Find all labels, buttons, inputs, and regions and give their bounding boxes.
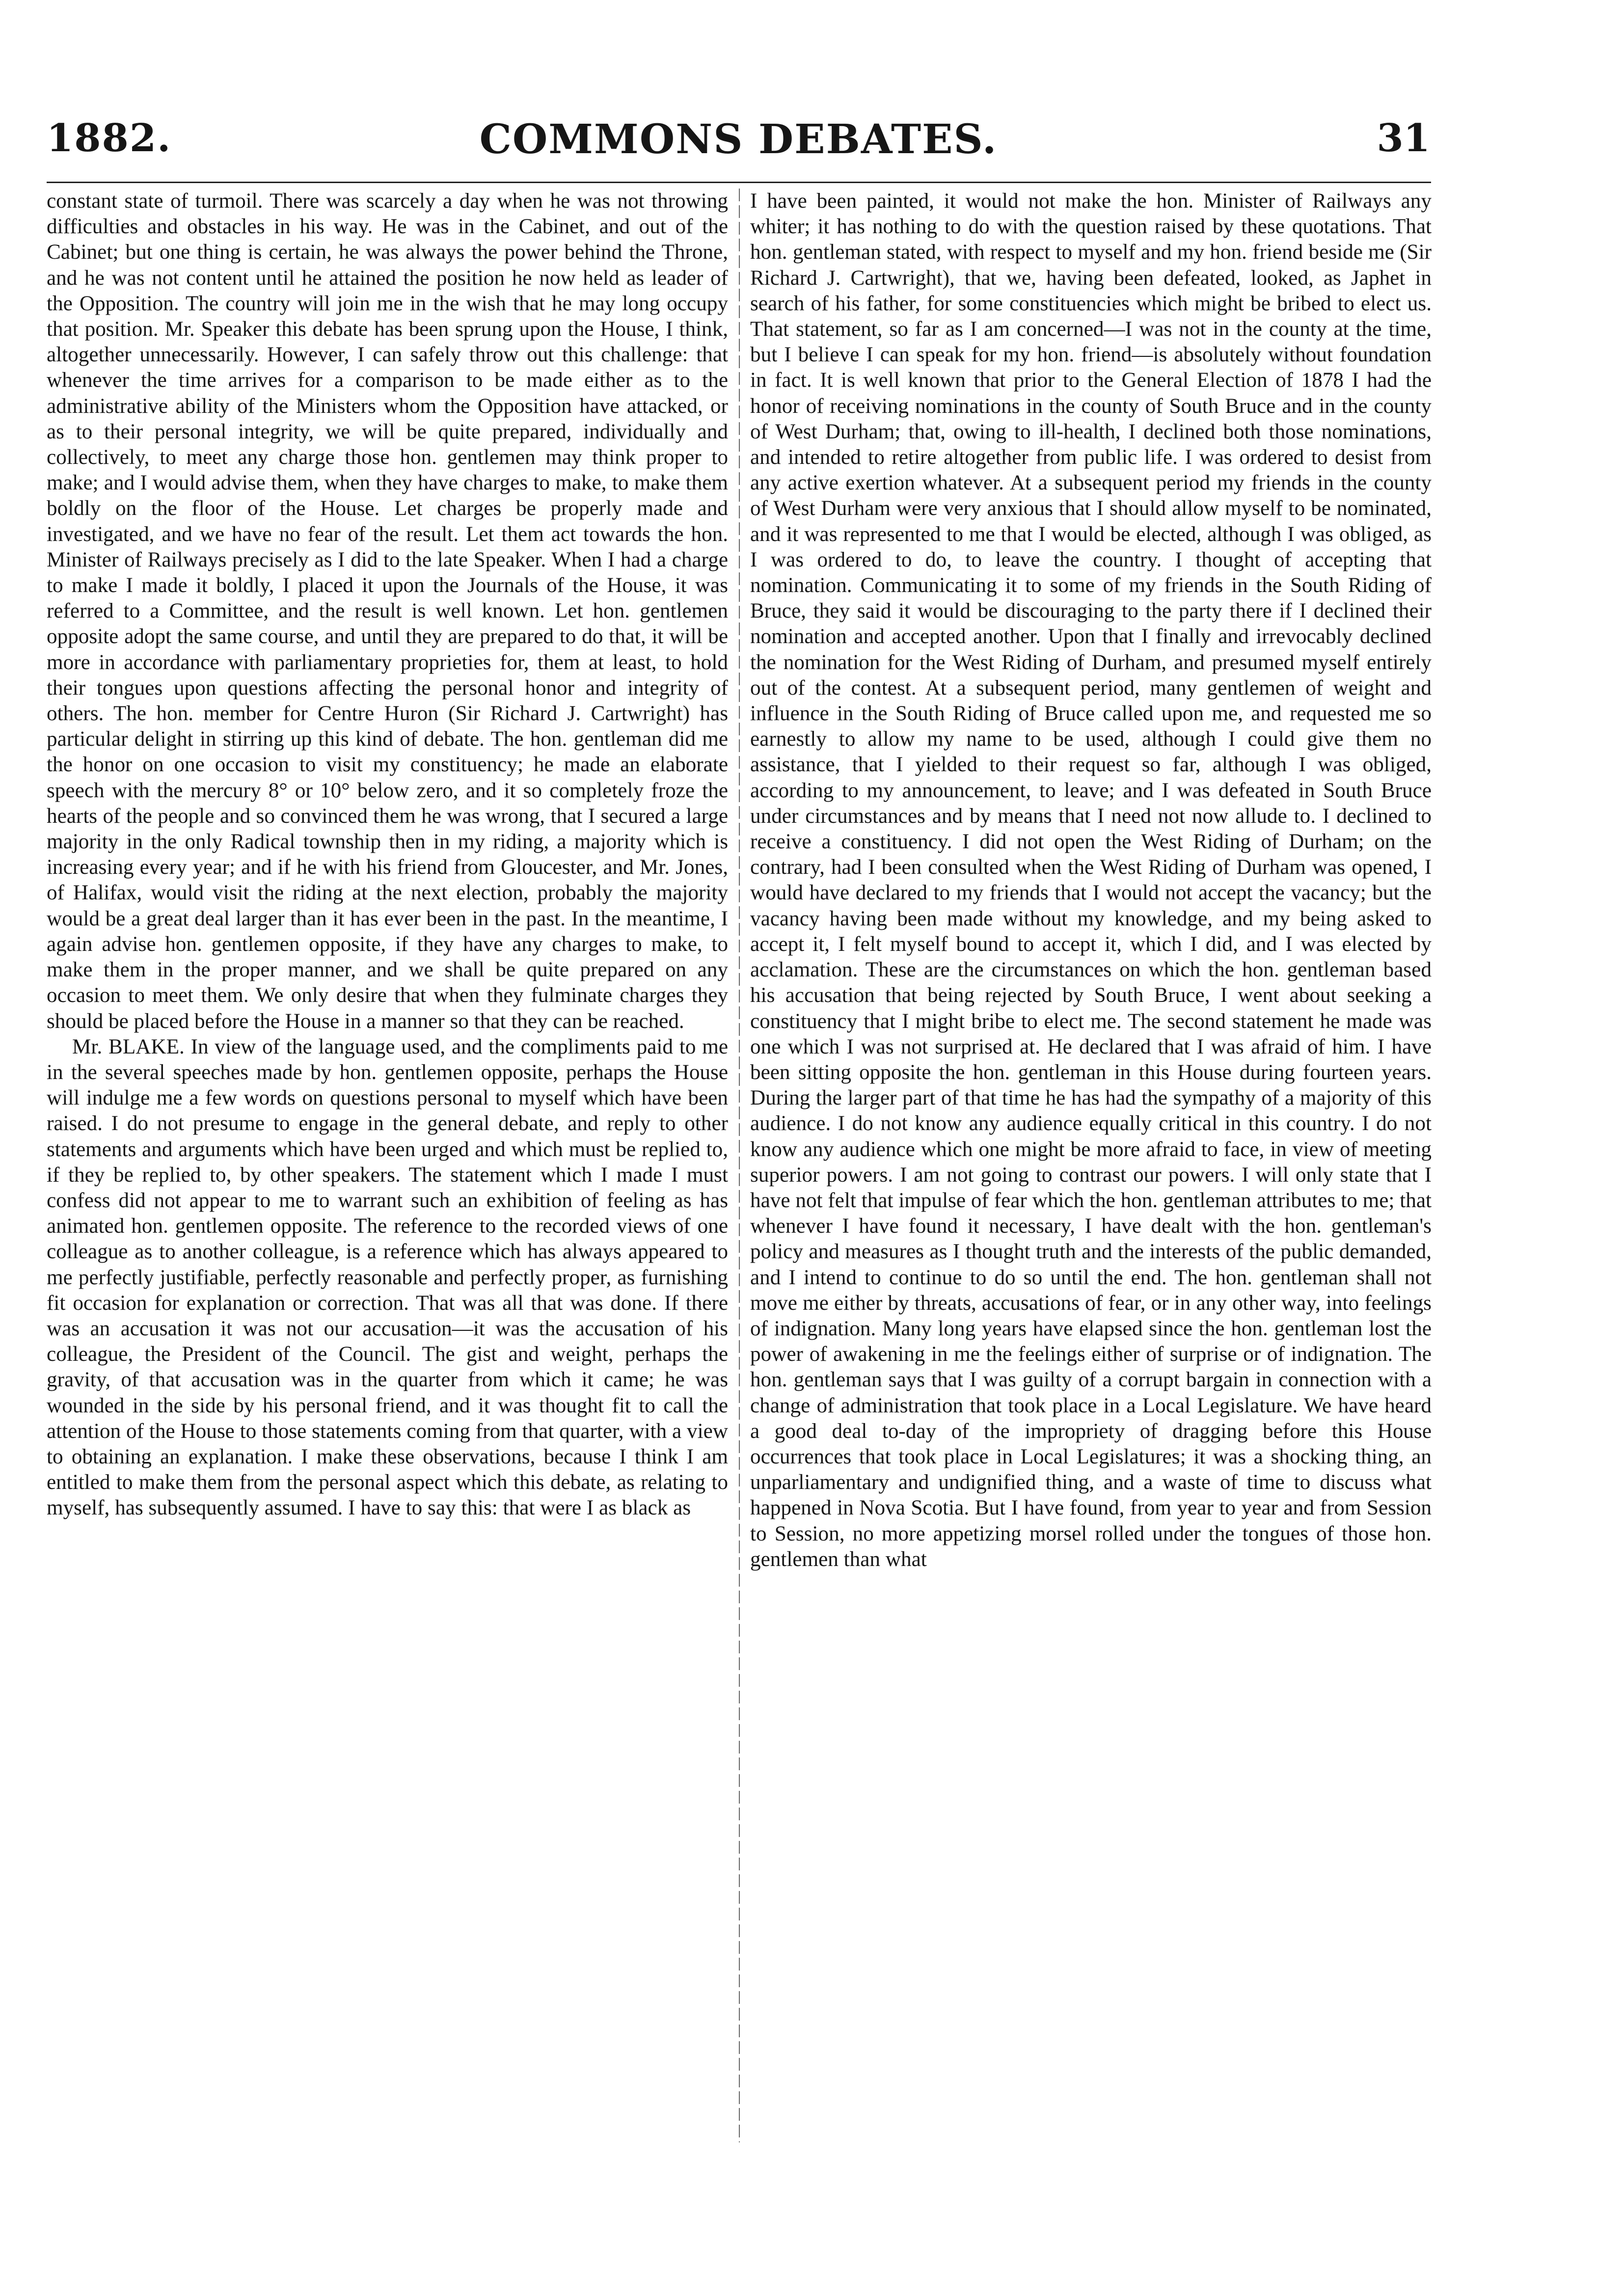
left-paragraph-2: Mr. BLAKE. In view of the language used, and the compliments paid to me in the several speeches made by hon. gentlemen opposite, perhaps the House will indulge me a few words on questions personal to myself which have been raised. I do not presume to engage in the general debate, and reply to other statements and arguments which have been urged and which must be replied to, if they be replied to, by other speakers. The statement which I made I must confess did not appear to me to warrant such an exhibition of feeling as has animated hon. gentlemen opposite. The reference to the recorded views of one colleague as to another colleague, is a reference which has always appeared to me perfectly justifiable, perfectly reasonable and perfectly proper, as furnishing fit occasion for explanation or correction. That was all that was done. If there was an accusation it was not our accusation—it was the accusation of his colleague, the President of the Council. The gist and weight, perhaps the gravity, of that accusation was in the quarter from which it came; he was wounded in the side by his personal friend, and it was thought fit to call the attention of the House to those statements coming from that quarter, with a view to obtaining an explanation. I make these observations, because I think I am entitled to make them from the personal aspect which this debate, as relating to myself, has subsequently assumed. I have to say this: that were I as black as [47,1035,728,1520]
right-column [750,189,1432,2157]
header-year: 1882. [47,116,172,161]
header-page-number: 31 [1377,116,1430,161]
right-paragraph-1: I have been painted, it would not make the hon. Minister of Railways any whiter; it has nothing to do with the question raised by these quotations. That hon. gentleman stated, with respect to myself and my hon. friend beside me (Sir Richard J. Cartwright), that we, having been defeated, looked, as Japhet in search of his father, for some constituencies which might be bribed to elect us. That statement, so far as I am concerned—I was not in the county at the time, but I believe I can speak for my hon. friend—is absolutely without foundation in fact. It is well known that prior to the General Election of 1878 I had the honor of receiving nominations in the county of South Bruce and in the county of West Durham; that, owing to ill-health, I declined both those nominations, and intended to retire altogether from public life. I was ordered to desist from any active exertion whatever. At a subsequent period my friends in the county of West Durham were very anxious that I should allow myself to be nominated, and it was represented to me that I would be elected, although I was obliged, as I was ordered to do, to leave the country. I thought of accepting that nomination. Communicating it to some of my friends in the South Riding of Bruce, they said it would be discouraging to the party there if I declined their nomination and accepted another. Upon that I finally and irrevocably declined the nomination for the West Riding of Durham, and presumed myself entirely out of the contest. At a subsequent period, many gentlemen of weight and influence in the South Riding of Bruce called upon me, and requested me so earnestly to allow my name to be used, although I could give them no assistance, that I yielded to their request so far, although I was obliged, according to my announcement, to leave; and I was defeated in South Bruce under circumstances and by means that I need not now allude to. I declined to receive a constituency. I did not open the West Riding of Durham; on the contrary, had I been consulted when the West Riding of Durham was opened, I would have declared to my friends that I would not accept the vacancy; but the vacancy having been made without my knowledge, and my being asked to accept it, I felt myself bound to accept it, which I did, and I was elected by acclamation. These are the circumstances on which the hon. gentleman based his accusation that being rejected by South Bruce, I went about seeking a constituency that I might bribe to elect me. The second statement he made was one which I was not surprised at. He declared that I was afraid of him. I have been sitting opposite the hon. gentleman in this House during fourteen years. During the larger part of that time he has had the sympathy of a majority of this audience. I do not know any audience equally critical in this country. I do not know any audience which one might be more afraid to face, in view of meeting superior powers. I am not going to contrast our powers. I will only state that I have not felt that impulse of fear which the hon. gentleman attributes to me; that whenever I have found it necessary, I have dealt with the hon. gentleman's policy and measures as I thought truth and the interests of the public demanded, and I intend to continue to do so until the end. The hon. gentleman shall not move me either by threats, accusations of fear, or in any other way, into feelings of indignation. Many long years have elapsed since the hon. gentleman lost the power of awakening in me the feelings either of surprise or of indignation. The hon. gentleman says that I was guilty of a corrupt bargain in connection with a change of administration that took place in a Local Legislature. We have heard a good deal to-day of the impropriety of dragging before this House occurrences that took place in Local Legislatures; it was a shocking thing, an unparliamentary and undignified thing, and a waste of time to discuss what happened in Nova Scotia. But I have found, from year to year and from Session to Session, no more appetizing morsel rolled under the tongues of those hon. gentlemen than what [750,189,1432,1571]
left-column [47,189,728,2157]
column-divider [739,189,740,2142]
header-title: COMMONS DEBATES. [479,116,998,163]
page-header [47,116,1430,175]
header-rule [47,182,1431,183]
left-paragraph-1: constant state of turmoil. There was scarcely a day when he was not throwing difficulties and obstacles in his way. He was in the Cabinet, and out of the Cabinet; but one thing is certain, he was always the power behind the Throne, and he was not content until he attained the position he now held as leader of the Opposition. The country will join me in the wish that he may long occupy that position. Mr. Speaker this debate has been sprung upon the House, I think, altogether unnecessarily. However, I can safely throw out this challenge: that whenever the time arrives for a comparison to be made either as to the administrative ability of the Ministers whom the Opposition have attacked, or as to their personal integrity, we will be quite prepared, individually and collectively, to meet any charge those hon. gentlemen may think proper to make; and I would advise them, when they have charges to make, to make them boldly on the floor of the House. Let charges be properly made and investigated, and we have no fear of the result. Let them act towards the hon. Minister of Railways precisely as I did to the late Speaker. When I had a charge to make I made it boldly, I placed it upon the Journals of the House, it was referred to a Committee, and the result is well known. Let hon. gentlemen opposite adopt the same course, and until they are prepared to do that, it will be more in accordance with parliamentary proprieties for, them at least, to hold their tongues upon questions affecting the personal honor and integrity of others. The hon. member for Centre Huron (Sir Richard J. Cartwright) has particular delight in stirring up this kind of debate. The hon. gentleman did me the honor on one occasion to visit my constituency; he made an elaborate speech with the mercury 8° or 10° below zero, and it so completely froze the hearts of the people and so convinced them he was wrong, that I secured a large majority in the only Radical township then in my riding, a majority which is increasing every year; and if he with his friend from Gloucester, and Mr. Jones, of Halifax, would visit the riding at the next election, probably the majority would be a great deal larger than it has ever been in the past. In the meantime, I again advise hon. gentlemen opposite, if they have any charges to make, to make them in the proper manner, and we shall be quite prepared on any occasion to meet them. We only desire that when they fulminate charges they should be placed before the House in a manner so that they can be reached. [47,189,728,1033]
